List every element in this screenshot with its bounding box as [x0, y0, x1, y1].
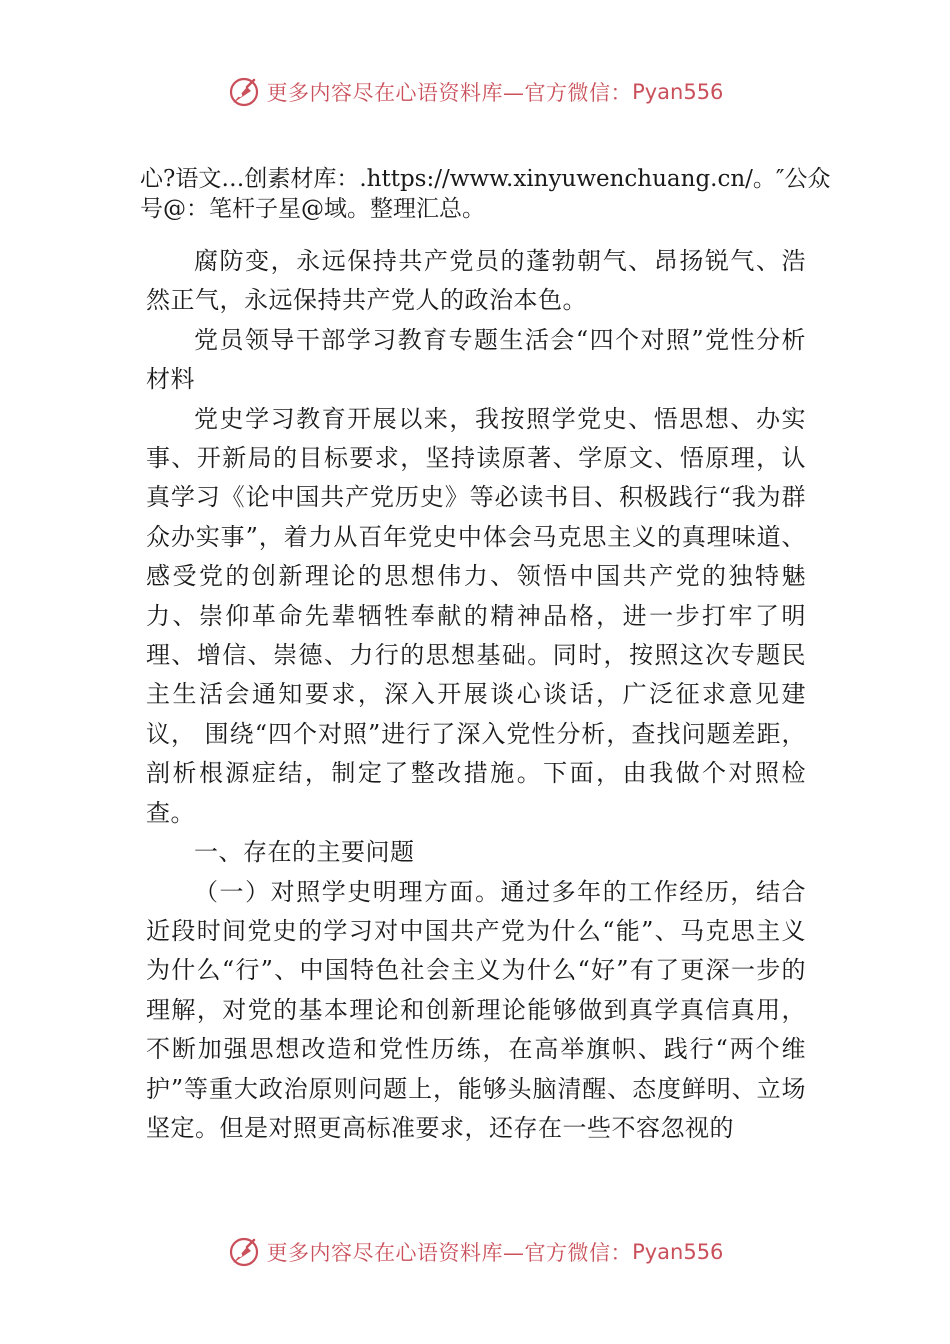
paragraph: 党史学习教育开展以来，我按照学党史、悟思想、办实事、开新局的目标要求，坚持读原著、学原文、悟原理，认真学习《论中国共产党历史》等必读书目、积极践行“我为群众办实事”，着力从百年党史中体会马克思主义的真理味道、感受党的创新理论的思想伟力、领悟中国共产党的独特魅力、崇仰革命先辈牺牲奉献的精神品格，进一步打牢了明理、增信、崇德、力行的思想基础。同时，按照这次专题民主生活会通知要求，深入开展谈心谈话，广泛征求意见建议， 围绕“四个对照”进行了深入党性分析，查找问题差距，剖析根源症结，制定了整改措施。下面，由我做个对照检查。 — [146, 404, 806, 827]
pen-nib-circle-icon — [227, 1235, 261, 1269]
document-title: 党员领导干部学习教育专题生活会“四个对照”党性分析材料 — [146, 325, 806, 394]
pen-nib-circle-icon — [227, 75, 261, 109]
document-body — [146, 242, 806, 1148]
paragraph: 腐防变，永远保持共产党员的蓬勃朝气、昂扬锐气、浩然正气，永远保持共产党人的政治本色。 — [146, 247, 806, 315]
banner-text: 更多内容尽在心语资料库—官方微信： — [266, 1241, 633, 1265]
banner-wechat-handle: Pyan556 — [632, 80, 724, 104]
bottom-banner — [0, 1232, 950, 1272]
top-banner — [0, 72, 950, 112]
banner-wechat-handle: Pyan556 — [632, 1240, 724, 1264]
section-heading: 一、存在的主要问题 — [194, 838, 415, 867]
source-note: 心?语文…创素材库：.https://www.xinyuwenchuang.cn/。″公众号@：笔杆子星@域。整理汇总。 — [140, 166, 831, 222]
paragraph: （一）对照学史明理方面。通过多年的工作经历，结合近段时间党史的学习对中国共产党为什么“能”、马克思主义为什么“行”、中国特色社会主义为什么“好”有了更深一步的理解，对党的基本理论和创新理论能够做到真学真信真用，不断加强思想改造和党性历练，在高举旗帜、践行“两个维护”等重大政治原则问题上，能够头脑清醒、态度鲜明、立场坚定。但是对照更高标准要求，还存在一些不容忽视的 — [146, 877, 806, 1142]
banner-text: 更多内容尽在心语资料库—官方微信： — [266, 81, 633, 105]
